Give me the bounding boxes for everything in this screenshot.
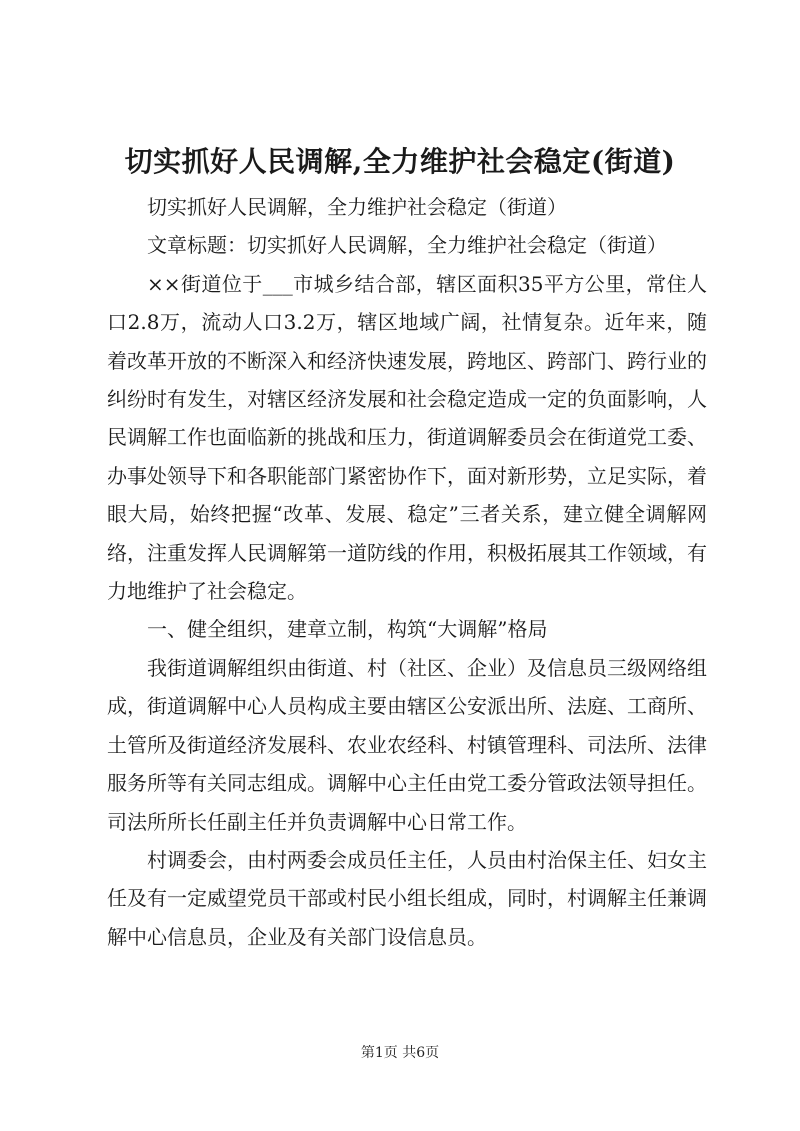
- paragraph-subtitle: 切实抓好人民调解，全力维护社会稳定（街道）: [147, 195, 567, 219]
- document-body: [107, 188, 707, 956]
- page-footer: 第1页 共6页: [360, 1045, 440, 1061]
- section-heading: 一、健全组织，建章立制，构筑“大调解”格局: [147, 617, 548, 642]
- paragraph-village-committee: 村调委会，由村两委会成员任主任，人员由村治保主任、妇女主任及有一定威望党员干部或村民小组长组成，同时，村调解主任兼调解中心信息员，企业及有关部门设信息员。: [107, 847, 707, 949]
- paragraph-intro: ××街道位于___市城乡结合部，辖区面积35平方公里，常住人口2.8万，流动人口3.2万，辖区地域广阔，社情复杂。近年来，随着改革开放的不断深入和经济快速发展，跨地区、跨部门、跨行业的纠纷时有发生，对辖区经济发展和社会稳定造成一定的负面影响，人民调解工作也面临新的挑战和压力，街道调解委员会在街道党工委、办事处领导下和各职能部门紧密协作下，面对新形势，立足实际，着眼大局，始终把握“改革、发展、稳定”三者关系，建立健全调解网络，注重发挥人民调解第一道防线的作用，积极拓展其工作领域，有力地维护了社会稳定。: [107, 271, 707, 604]
- document-title: 切实抓好人民调解,全力维护社会稳定(街道): [124, 145, 676, 178]
- paragraph-organization: 我街道调解组织由街道、村（社区、企业）及信息员三级网络组成，街道调解中心人员构成主要由辖区公安派出所、法庭、工商所、土管所及街道经济发展科、农业农经科、村镇管理科、司法所、法律服务所等有关同志组成。调解中心主任由党工委分管政法领导担任。司法所所长任副主任并负责调解中心日常工作。: [107, 655, 707, 834]
- paragraph-article-title: 文章标题：切实抓好人民调解，全力维护社会稳定（街道）: [147, 233, 667, 258]
